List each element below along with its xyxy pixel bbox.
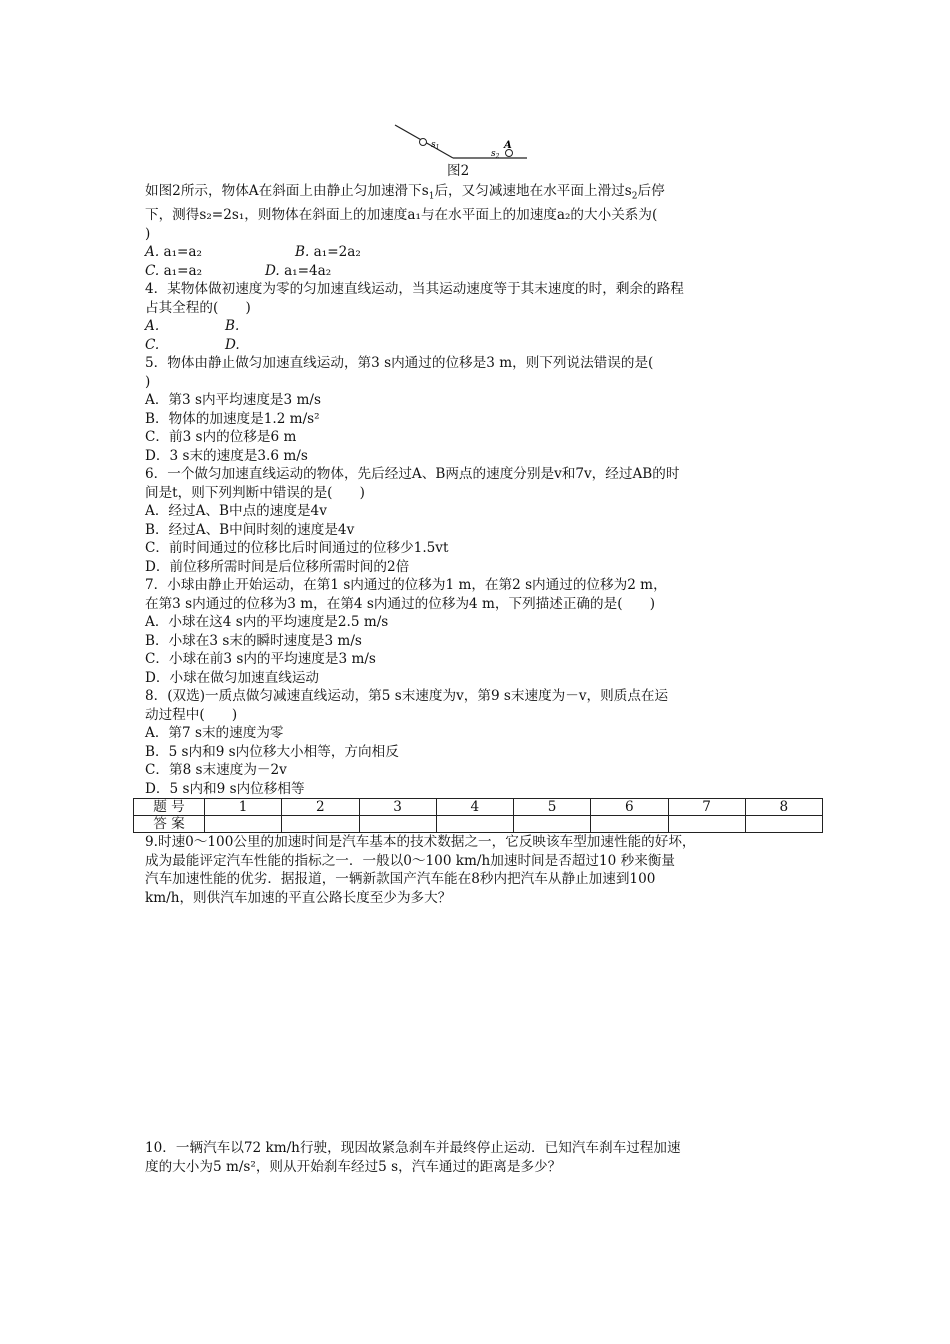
q9-line4: km/h，则供汽车加速的平直公路长度至少为多大？ xyxy=(145,889,452,906)
q3-option-d: D. a₁=4a₂ xyxy=(265,262,332,279)
answer-cell[interactable] xyxy=(745,816,822,833)
q4-options-row2 xyxy=(145,336,825,355)
q8-line2: 动过程中( ) xyxy=(145,706,238,723)
block-start-circle xyxy=(420,139,427,146)
answer-table-number: 4 xyxy=(436,799,513,816)
q8-line1: 8．(双选)一质点做匀减速直线运动，第5 s末速度为v，第9 s末速度为－v，则质点在运 xyxy=(145,688,669,705)
q3-stem-line1: 如图2所示，物体A在斜面上由静止匀加速滑下$s_1$后，又匀减速地在水平面上滑过$s_2$后停 xyxy=(145,183,665,202)
figure-caption: 图2 xyxy=(447,163,470,179)
answer-cell[interactable] xyxy=(514,816,591,833)
figure-2 xyxy=(145,120,825,182)
q4-line2: 占其全程的( ) xyxy=(145,299,251,316)
q8-option-c: C．第8 s末速度为－2v xyxy=(145,762,287,779)
q5-option-b: B．物体的加速度是1.2 m/s² xyxy=(145,410,320,427)
label-s1: $s_1$ xyxy=(431,140,440,151)
q9-answer-space xyxy=(145,907,825,1139)
q10-line1: 10．一辆汽车以72 km/h行驶，现因故紧急刹车并最终停止运动．已知汽车刹车过程加速 xyxy=(145,1140,681,1157)
q7-option-b: B．小球在3 s末的瞬时速度是3 m/s xyxy=(145,632,362,649)
q3-stem-line2: 下，测得s₂=2s₁，则物体在斜面上的加速度a₁与在水平面上的加速度a₂的大小关系为( xyxy=(145,207,658,224)
q3-option-b: B. a₁=2a₂ xyxy=(295,244,361,261)
answer-table-answer-row xyxy=(134,816,823,833)
q6-option-c: C．前时间通过的位移比后时间通过的位移少1.5vt xyxy=(145,540,449,557)
q6-line2: 间是t，则下列判断中错误的是( ) xyxy=(145,484,365,501)
q5-option-c: C．前3 s内的位移是6 m xyxy=(145,429,297,446)
q4-options-row1 xyxy=(145,317,825,336)
q3-option-a: A. a₁=a₂ xyxy=(145,244,202,261)
q6-option-b: B．经过A、B中间时刻的速度是4v xyxy=(145,521,355,538)
answer-table-header-answer: 答 案 xyxy=(134,816,205,833)
answer-table-number: 5 xyxy=(514,799,591,816)
q4-line1: 4．某物体做初速度为零的匀加速直线运动，当其运动速度等于其末速度的时，剩余的路程 xyxy=(145,281,684,298)
answer-table-header-number: 题 号 xyxy=(134,799,205,816)
q5-line2: ) xyxy=(145,373,151,390)
q7-line1: 7．小球由静止开始运动，在第1 s内通过的位移为1 m，在第2 s内通过的位移为2 m， xyxy=(145,577,667,594)
q8-option-a: A．第7 s末的速度为零 xyxy=(145,725,284,742)
q8-option-b: B．5 s内和9 s内位移大小相等，方向相反 xyxy=(145,743,399,760)
q5-option-d: D．3 s末的速度是3.6 m/s xyxy=(145,447,308,464)
q4-option-a: A. xyxy=(145,318,160,335)
q3-options-row2 xyxy=(145,262,825,281)
q4-option-b: B. xyxy=(225,318,240,335)
q6-option-d: D．前位移所需时间是后位移所需时间的2倍 xyxy=(145,558,410,575)
q7-option-c: C．小球在前3 s内的平均速度是3 m/s xyxy=(145,651,376,668)
q4-option-c: C. xyxy=(145,336,160,353)
answer-table-number: 7 xyxy=(668,799,745,816)
answer-cell[interactable] xyxy=(436,816,513,833)
q4-option-d: D. xyxy=(225,336,240,353)
q10-line2: 度的大小为5 m/s²，则从开始刹车经过5 s，汽车通过的距离是多少？ xyxy=(145,1158,562,1175)
q9-line1: 9.时速0～100公里的加速时间是汽车基本的技术数据之一，它反映该车型加速性能的好坏， xyxy=(145,834,696,851)
incline-diagram xyxy=(385,120,685,165)
q6-option-a: A．经过A、B中点的速度是4v xyxy=(145,503,327,520)
answer-cell[interactable] xyxy=(205,816,282,833)
answer-table-number: 2 xyxy=(282,799,359,816)
answer-cell[interactable] xyxy=(282,816,359,833)
answer-table-number: 1 xyxy=(205,799,282,816)
answer-cell[interactable] xyxy=(359,816,436,833)
q6-line1: 6．一个做匀加速直线运动的物体，先后经过A、B两点的速度分别是v和7v，经过AB的时 xyxy=(145,466,680,483)
answer-cell[interactable] xyxy=(591,816,668,833)
q9-line3: 汽车加速性能的优劣．据报道，一辆新款国产汽车能在8秒内把汽车从静止加速到100 xyxy=(145,871,656,888)
answer-table-number: 8 xyxy=(745,799,822,816)
label-s2: $s_2$ xyxy=(491,149,500,160)
q7-option-a: A．小球在这4 s内的平均速度是2.5 m/s xyxy=(145,614,389,631)
answer-cell[interactable] xyxy=(668,816,745,833)
q3-stem-line3: ) xyxy=(145,225,151,242)
answer-table xyxy=(133,798,823,833)
q9-line2: 成为最能评定汽车性能的指标之一．一般以0～100 km/h加速时间是否超过10 秒来衡量 xyxy=(145,852,675,869)
answer-table-number-row xyxy=(134,799,823,816)
answer-table-number: 6 xyxy=(591,799,668,816)
q3-options-row1 xyxy=(145,243,825,262)
answer-table-number: 3 xyxy=(359,799,436,816)
q7-line2: 在第3 s内通过的位移为3 m，在第4 s内通过的位移为4 m，下列描述正确的是( ) xyxy=(145,595,656,612)
q3-option-c: C. a₁=a₂ xyxy=(145,262,203,279)
q5-option-a: A．第3 s内平均速度是3 m/s xyxy=(145,392,321,409)
q5-line1: 5．物体由静止做匀加速直线运动，第3 s内通过的位移是3 m，则下列说法错误的是( xyxy=(145,355,654,372)
label-a: A xyxy=(504,140,512,151)
q8-option-d: D．5 s内和9 s内位移相等 xyxy=(145,780,305,797)
worksheet-page xyxy=(145,120,825,1176)
q7-option-d: D．小球在做匀加速直线运动 xyxy=(145,669,320,686)
